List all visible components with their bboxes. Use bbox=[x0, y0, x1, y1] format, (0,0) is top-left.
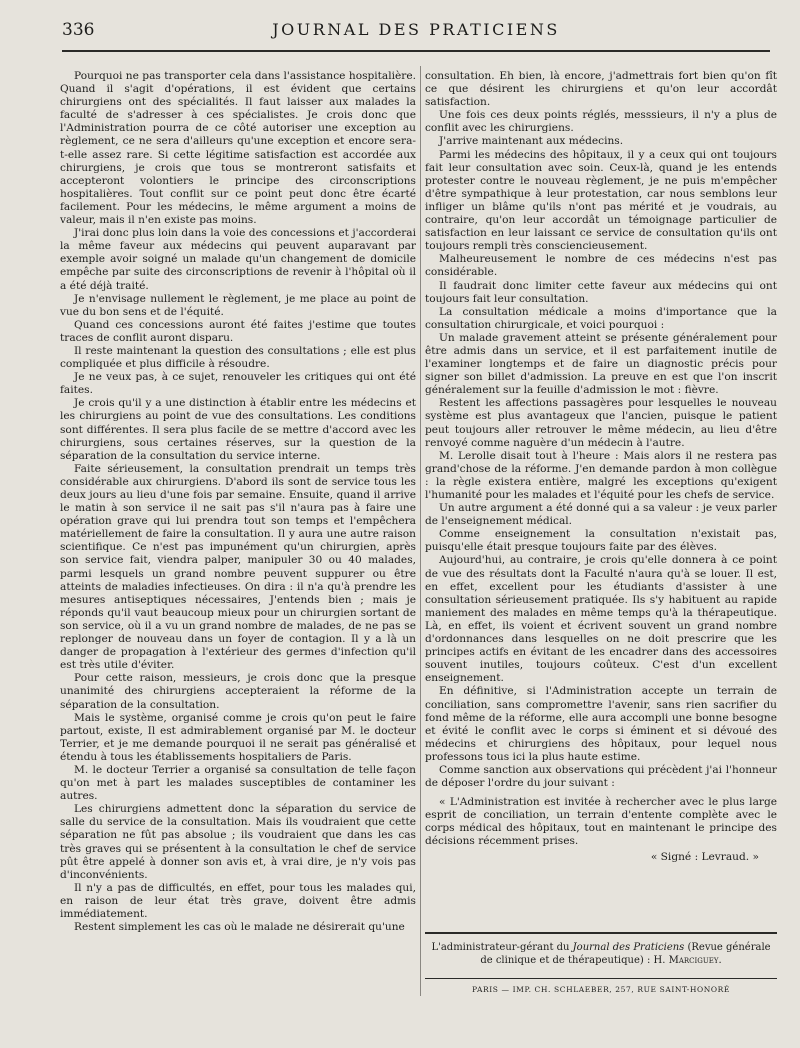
right-column bbox=[425, 70, 777, 864]
printer-imprint: PARIS — IMP. CH. SCHLAEBER, 257, RUE SAINT-HONORÉ bbox=[425, 978, 777, 994]
column-divider bbox=[420, 66, 421, 996]
paragraph: consultation. Eh bien, là encore, j'admettrais fort bien qu'on fît ce que désirent les chirurgiens et qu'on leur accordât satisfaction. bbox=[425, 70, 777, 109]
paragraph: Restent simplement les cas où le malade ne désirerait qu'une bbox=[74, 921, 405, 934]
paragraph: En définitive, si l'Administration accepte un terrain de conciliation, sans compromettre l'avenir, sans rien sacrifier du fond même de la réforme, elle aura accompli une bonne besogne et évité le conflit avec le corps si éminent et si dévoué des médecins et chirurgiens des hôpitaux, pour lequel nous professons tous ici la plus haute estime. bbox=[425, 685, 777, 763]
journal-title: JOURNAL DES PRATICIENS bbox=[272, 20, 560, 39]
paragraph: Faite sérieusement, la consultation prendrait un temps très considérable aux chirurgiens. D'abord ils sont de service tous les deux jours au lieu d'une fois par semaine. Ensuite, quand il arrive le matin à son service il ne sait pas s'il n'aura pas à faire une opération grave qui lui prendra tout son temps et l'empêchera matériellement de faire la consultation. Il y aura une autre raison scientifique. Ce n'est pas impunément qu'un chirurgien, après son service fait, viendra palper, manipuler 30 ou 40 malades, parmi lesquels un grand nombre peuvent suppurer ou être atteints de maladies infectieuses. On dira : il n'a qu'à prendre les mesures antiseptiques nécessaires, J'entends bien ; mais je réponds qu'il vaut beaucoup mieux pour un chirurgien sortant de son service, où il a vu un grand nombre de malades, de ne pas se replonger de nouveau dans un foyer de contagion. Il y a là un danger de propagation à l'extérieur des germes d'infection qu'il est très utile d'éviter. bbox=[60, 462, 416, 672]
paragraph: Comme enseignement la consultation n'existait pas, puisqu'elle était presque toujours faite par des élèves. bbox=[425, 528, 777, 554]
resolution-block bbox=[425, 796, 777, 863]
page-header bbox=[62, 16, 770, 52]
page-number: 336 bbox=[62, 20, 95, 40]
paragraph: Mais le système, organisé comme je crois qu'on peut le faire partout, existe, Il est admirablement organisé par M. le docteur Terrier, et je me demande pourquoi il ne serait pas généralisé et étendu à tous les établissements hospitaliers de Paris. bbox=[60, 711, 416, 763]
paragraph: La consultation médicale a moins d'importance que la consultation chirurgicale, et voici pourquoi : bbox=[425, 305, 777, 331]
paragraph: Quand ces concessions auront été faites j'estime que toutes traces de conflit auront disparu. bbox=[60, 318, 416, 344]
admin-prefix: L'administrateur-gérant du bbox=[431, 942, 573, 953]
resolution-text: « L'Administration est invitée à rechercher avec le plus large esprit de conciliation, un terrain d'entente complète avec le corps médical des hôpitaux, tout en maintenant le principe des décisions récemment prises. bbox=[425, 796, 777, 848]
paragraph: Je crois qu'il y a une distinction à établir entre les médecins et les chirurgiens au point de vue des consultations. Les conditions sont différentes. Il sera plus facile de se mettre d'accord avec les chirurgiens, sous certaines réserves, sur la question de la séparation de la consultation du service interne. bbox=[60, 397, 416, 462]
left-column bbox=[60, 70, 416, 934]
admin-journal-name: Journal des Praticiens bbox=[572, 942, 685, 953]
paragraph: Les chirurgiens admettent donc la séparation du service de salle du service de la consultation. Mais ils voudraient que cette séparation ne fût pas absolue ; ils voudraient que dans les cas très graves qui se présentent à la consultation le chef de service pût être appelé à donner son avis et, à vrai dire, je n'y vois pas d'inconvénients. bbox=[60, 803, 416, 881]
paragraph: Malheureusement le nombre de ces médecins n'est pas considérable. bbox=[425, 253, 777, 279]
paragraph: J'irai donc plus loin dans la voie des concessions et j'accorderai la même faveur aux médecins qui peuvent auparavant par exemple avoir soigné un malade qu'un changement de domicile empêche par suite des circonscriptions de revenir à l'hôpital où il a été déjà traité. bbox=[60, 227, 416, 292]
resolution-signature: « Signé : Levraud. » bbox=[650, 850, 759, 863]
paragraph: Il reste maintenant la question des consultations ; elle est plus compliquée et plus difficile à résoudre. bbox=[60, 344, 416, 371]
administrator-note bbox=[425, 932, 777, 967]
admin-suffix: (Revue générale de clinique et de thérapeutique) : bbox=[480, 942, 771, 966]
paragraph: Aujourd'hui, au contraire, je crois qu'elle donnera à ce point de vue des résultats dont la Faculté n'aura qu'à se louer. Il est, en effet, excellent pour les étudiants d'assister à une consultation sérieusement pratiquée. Ils s'y habituent au rapide maniement des malades en même temps qu'à la thérapeutique. Là, en effet, ils voient et écrivent souvent un grand nombre d'ordonnances dans lesquelles on ne doit prescrire que les principes actifs en évitant de les encadrer dans des accessoires souvent inutiles, toujours coûteux. C'est d'un excellent enseignement. bbox=[425, 554, 777, 685]
paragraph: Restent les affections passagères pour lesquelles le nouveau système est plus avantageux que l'ancien, puisque le patient peut toujours aller retrouver le même médecin, au lieu d'être renvoyé comme naguère d'un médecin à l'autre. bbox=[425, 397, 777, 449]
paragraph: Il faudrait donc limiter cette faveur aux médecins qui ont toujours fait leur consultation. bbox=[425, 279, 777, 305]
admin-name: H. Marciguey. bbox=[653, 954, 722, 966]
paragraph: Je ne veux pas, à ce sujet, renouveler les critiques qui ont été faites. bbox=[60, 371, 416, 397]
paragraph: M. le docteur Terrier a organisé sa consultation de telle façon qu'on met à part les malades susceptibles de contaminer les autres. bbox=[60, 763, 416, 803]
paragraph: Comme sanction aux observations qui précèdent j'ai l'honneur de déposer l'ordre du jour suivant : bbox=[425, 763, 777, 790]
paragraph: Un malade gravement atteint se présente généralement pour être admis dans un service, et il est parfaitement inutile de l'examiner longtemps et de faire un diagnostic précis pour signer son billet d'admission. La preuve en est que l'on inscrit généralement sur la feuille d'admission le mot : fièvre. bbox=[425, 331, 777, 397]
paragraph: J'arrive maintenant aux médecins. bbox=[439, 135, 624, 148]
paragraph: Je n'envisage nullement le règlement, je me place au point de vue du bon sens et de l'équité. bbox=[60, 292, 416, 318]
paragraph: Pourquoi ne pas transporter cela dans l'assistance hospitalière. Quand il s'agit d'opérations, il est évident que certains chirurgiens ont des spécialités. Il faut laisser aux malades la faculté de s'adresser à ces spécialistes. Je crois donc que l'Administration pourra de ce côté autoriser une exception au règlement, ce ne sera d'ailleurs qu'une exception et encore sera-t-elle assez rare. Si cette légitime satisfaction est accordée aux chirurgiens, je crois que tous se montreront satisfaits et accepteront volontiers le principe des circonscriptions hospitalières. Tout conflit sur ce point peut donc être écarté facilement. Pour les médecins, le même argument a moins de valeur, mais il n'en existe pas moins. bbox=[60, 70, 416, 227]
paragraph: Pour cette raison, messieurs, je crois donc que la presque unanimité des chirurgiens accepteraient la réforme de la séparation de la consultation. bbox=[60, 672, 416, 711]
paragraph: M. Lerolle disait tout à l'heure : Mais alors il ne restera pas grand'chose de la réforme. J'en demande pardon à mon collègue : la règle existera entière, malgré les exceptions qu'exigent l'humanité pour les malades et l'équité pour les chefs de service. bbox=[425, 449, 777, 501]
paragraph: Parmi les médecins des hôpitaux, il y a ceux qui ont toujours fait leur consultation avec soin. Ceux-là, quand je les entends protester contre le nouveau règlement, je ne puis m'empêcher d'être sympathique à leur protestation, car nous semblons leur infliger un blâme qu'ils n'ont pas mérité et je voudrais, au contraire, qu'on leur accordât un témoignage particulier de satisfaction en leur laissant ce service de consultation qu'ils ont toujours rempli très consciencieusement. bbox=[425, 148, 777, 253]
paragraph: Il n'y a pas de difficultés, en effet, pour tous les malades qui, en raison de leur état très grave, doivent être admis immédiatement. bbox=[60, 881, 416, 920]
paragraph: Une fois ces deux points réglés, messsieurs, il n'y a plus de conflit avec les chirurgiens. bbox=[425, 109, 777, 135]
paragraph: Un autre argument a été donné qui a sa valeur : je veux parler de l'enseignement médical. bbox=[425, 502, 777, 528]
